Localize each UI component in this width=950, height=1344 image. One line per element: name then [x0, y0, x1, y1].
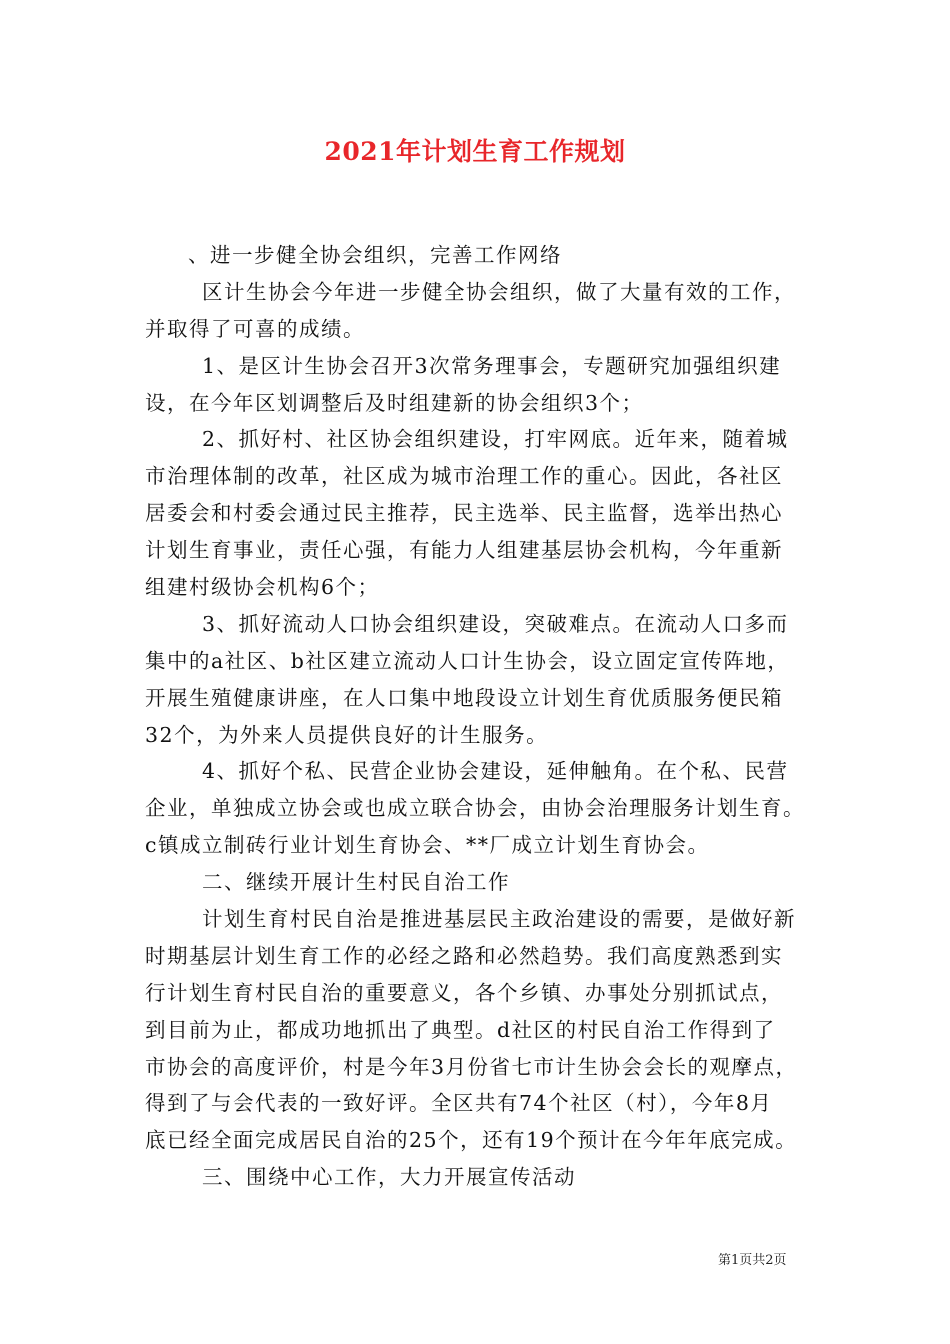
text-line: 底已经全面完成居民自治的25个，还有19个预计在今年年底完成。 [145, 1128, 798, 1153]
text-line: c镇成立制砖行业计划生育协会、**厂成立计划生育协会。 [145, 833, 710, 858]
page-number: 第1页共2页 [718, 1253, 787, 1268]
text-line: 三、围绕中心工作，大力开展宣传活动 [202, 1165, 576, 1190]
text-line: 1、是区计生协会召开3次常务理事会，专题研究加强组织建 [202, 353, 782, 378]
text-line: 市治理体制的改革，社区成为城市治理工作的重心。因此，各社区 [145, 464, 783, 489]
text-line: 二、继续开展计生村民自治工作 [202, 870, 510, 895]
text-line: 、进一步健全协会组织，完善工作网络 [188, 243, 562, 267]
text-line: 区计生协会今年进一步健全协会组织，做了大量有效的工作， [202, 279, 796, 304]
text-line: 市协会的高度评价，村是今年3月份省七市计生协会会长的观摩点， [145, 1054, 798, 1079]
document-title: 2021年计划生育工作规划 [324, 137, 626, 166]
text-line: 行计划生育村民自治的重要意义，各个乡镇、办事处分别抓试点， [145, 980, 783, 1005]
text-line: 32个，为外来人员提供良好的计生服务。 [145, 722, 549, 747]
text-line: 集中的a社区、b社区建立流动人口计生协会，设立固定宣传阵地， [145, 648, 790, 673]
text-line: 组建村级协会机构6个； [145, 575, 380, 600]
text-line: 居委会和村委会通过民主推荐，民主选举、民主监督，选举出热心 [145, 501, 783, 526]
text-line: 设，在今年区划调整后及时组建新的协会组织3个； [145, 390, 644, 415]
text-line: 得到了与会代表的一致好评。全区共有74个社区（村），今年8月 [145, 1091, 773, 1116]
text-line: 计划生育村民自治是推进基层民主政治建设的需要，是做好新 [202, 907, 796, 932]
text-line: 到目前为止，都成功地抓出了典型。d社区的村民自治工作得到了 [145, 1017, 776, 1042]
text-line: 计划生育事业，责任心强，有能力人组建基层协会机构，今年重新 [145, 538, 783, 563]
text-line: 并取得了可喜的成绩。 [145, 316, 365, 341]
text-line: 开展生殖健康讲座，在人口集中地段设立计划生育优质服务便民箱 [145, 685, 783, 710]
document-body [145, 237, 825, 1196]
text-line: 4、抓好个私、民营企业协会建设，延伸触角。在个私、民营 [202, 759, 789, 784]
text-line: 2、抓好村、社区协会组织建设，打牢网底。近年来，随着城 [202, 427, 789, 452]
text-line: 时期基层计划生育工作的必经之路和必然趋势。我们高度熟悉到实 [145, 943, 783, 968]
text-line: 3、抓好流动人口协会组织建设，突破难点。在流动人口多而 [202, 611, 789, 636]
text-line: 企业，单独成立协会或也成立联合协会，由协会治理服务计划生育。 [145, 796, 805, 821]
